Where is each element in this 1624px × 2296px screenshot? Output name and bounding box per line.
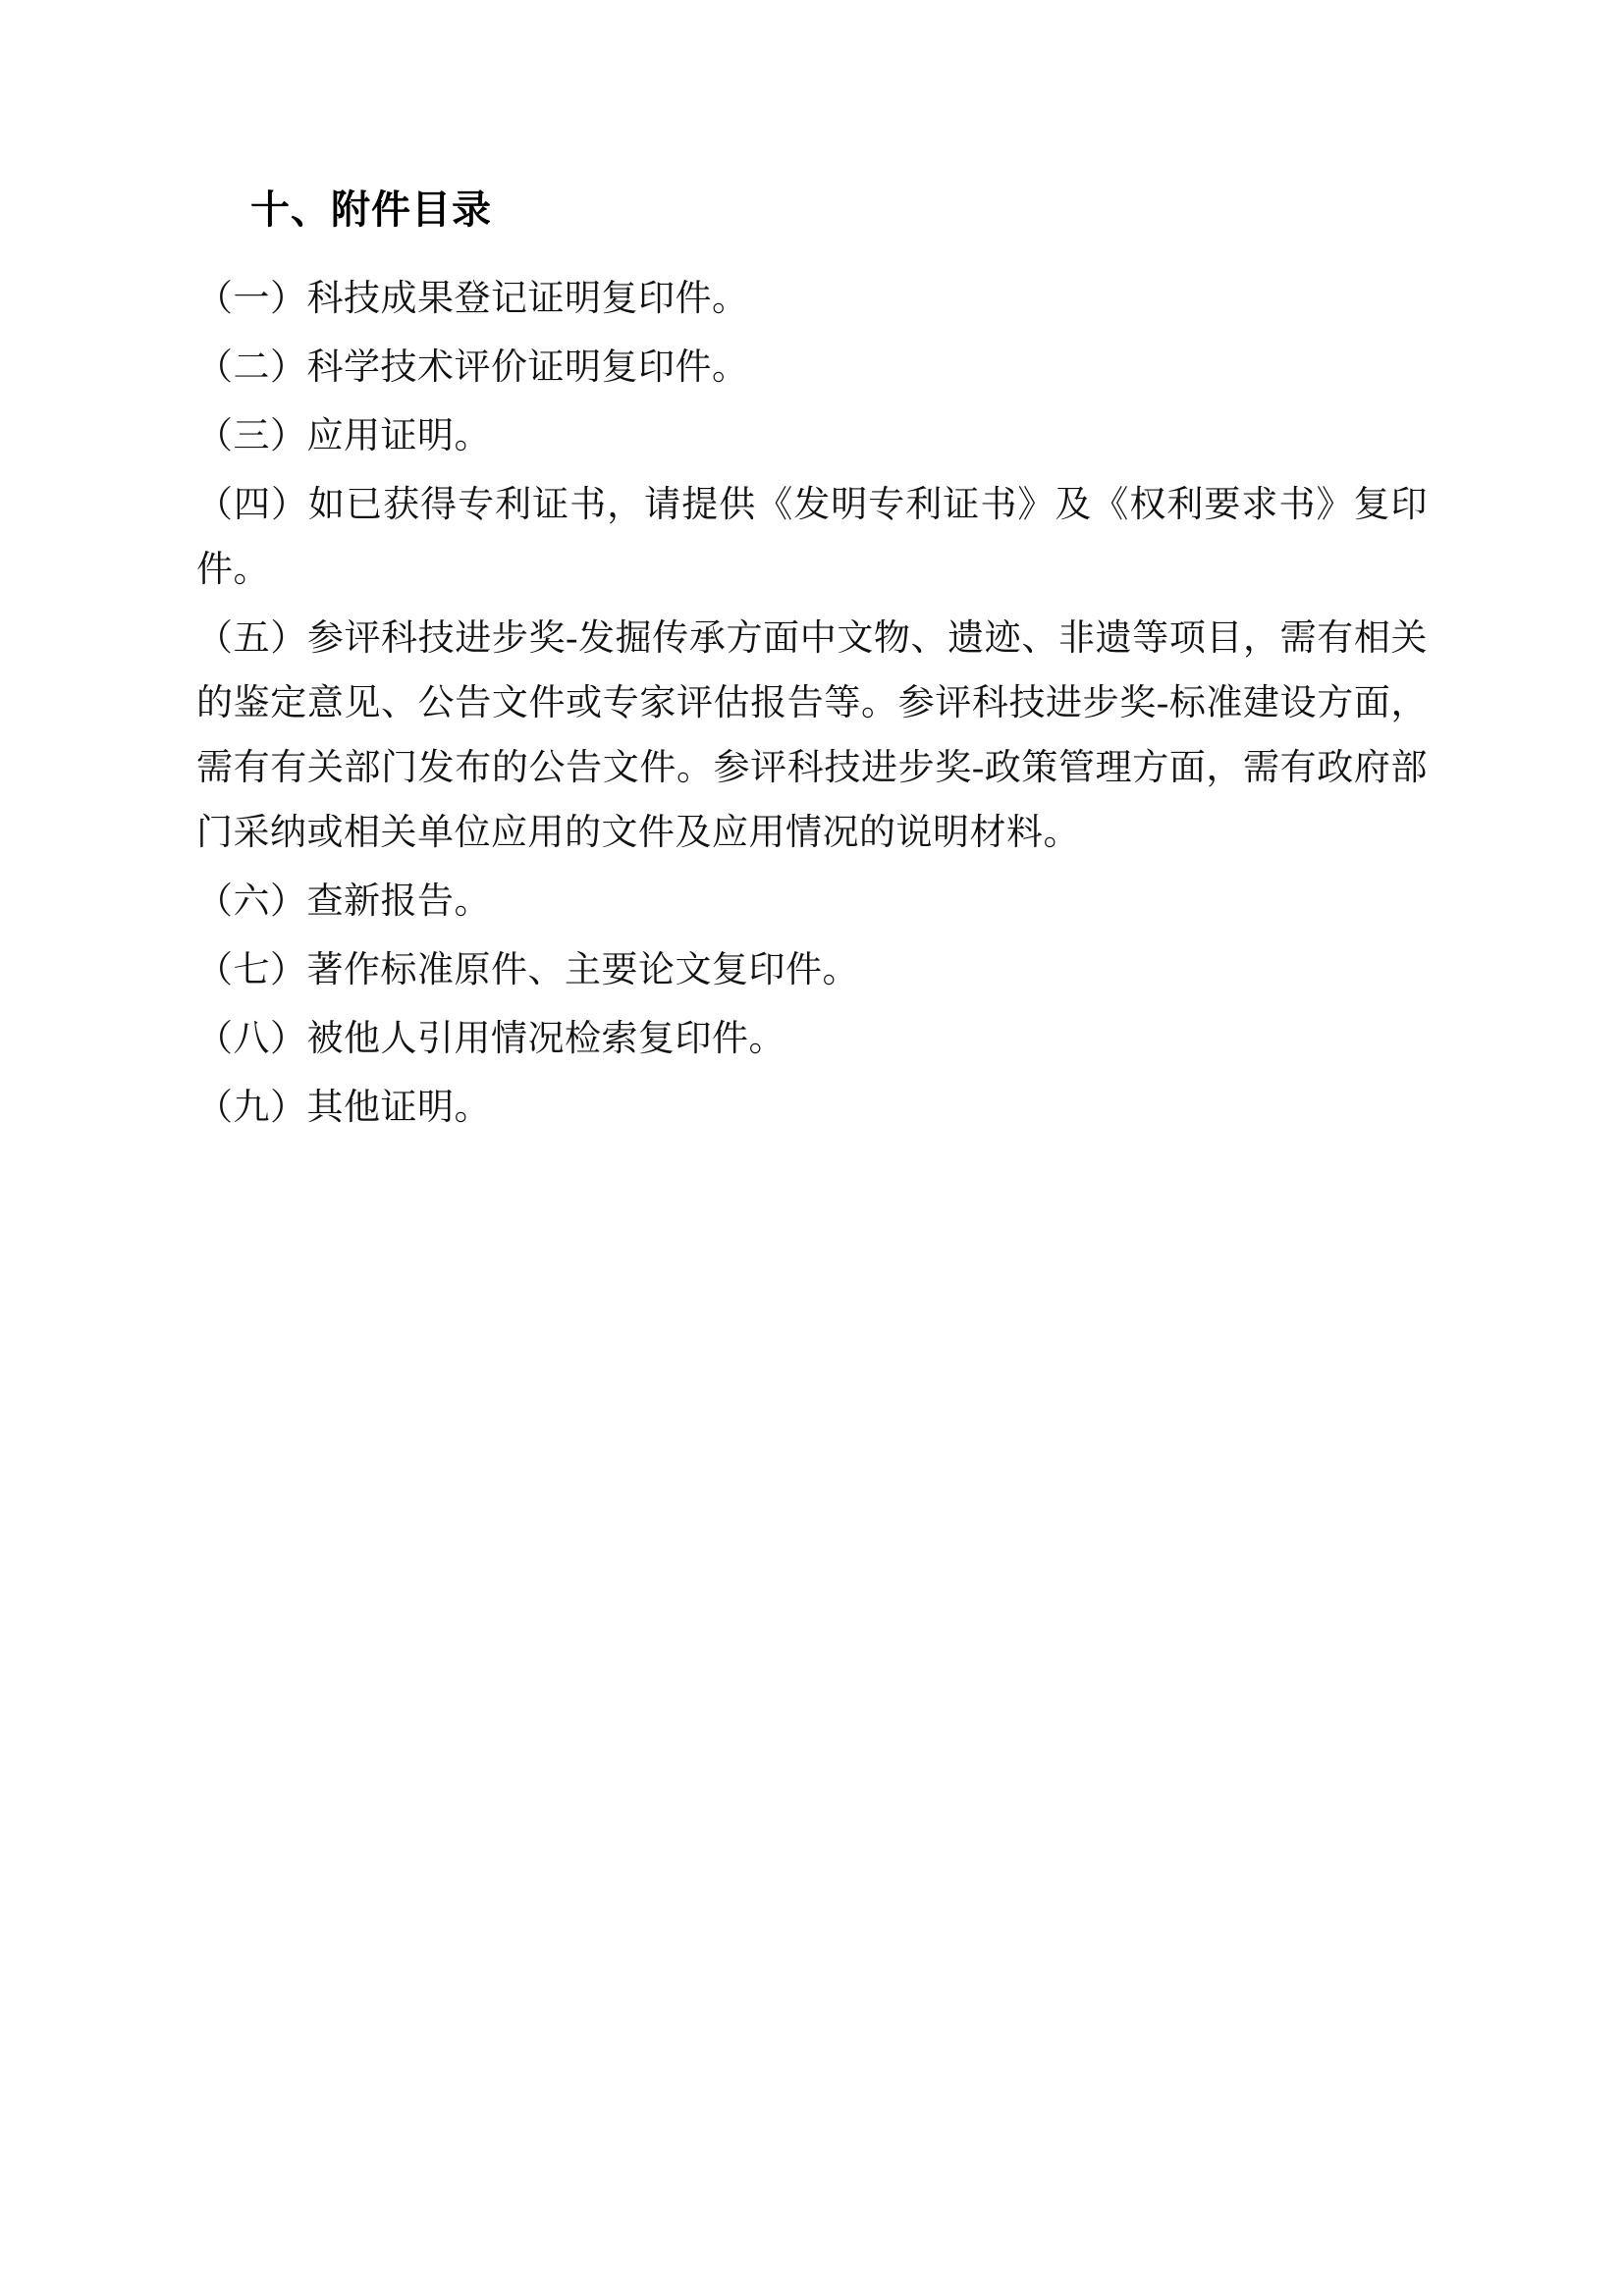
list-item: （六）查新报告。 <box>196 881 491 922</box>
list-item: （三）应用证明。 <box>196 416 491 456</box>
list-item: （一）科技成果登记证明复印件。 <box>196 279 749 319</box>
page-title: 十、附件目录 <box>250 188 492 232</box>
list-item: （八）被他人引用情况检索复印件。 <box>196 1019 785 1059</box>
list-item: （四）如已获得专利证书，请提供《发明专利证书》及《权利要求书》复印件。 <box>196 485 1428 590</box>
attachment-list <box>196 267 1428 1141</box>
list-item: （七）著作标准原件、主要论文复印件。 <box>196 950 859 990</box>
list-item: （九）其他证明。 <box>196 1088 491 1128</box>
list-item: （五）参评科技进步奖-发掘传承方面中文物、遗迹、非遗等项目，需有相关的鉴定意见、公告文件或专家评估报告等。参评科技进步奖-标准建设方面，需有有关部门发布的公告文件。参评科技进步奖-政策管理方面，需有政府部门采纳或相关单位应用的文件及应用情况的说明材料。 <box>196 618 1428 853</box>
list-item: （二）科学技术评价证明复印件。 <box>196 347 749 388</box>
